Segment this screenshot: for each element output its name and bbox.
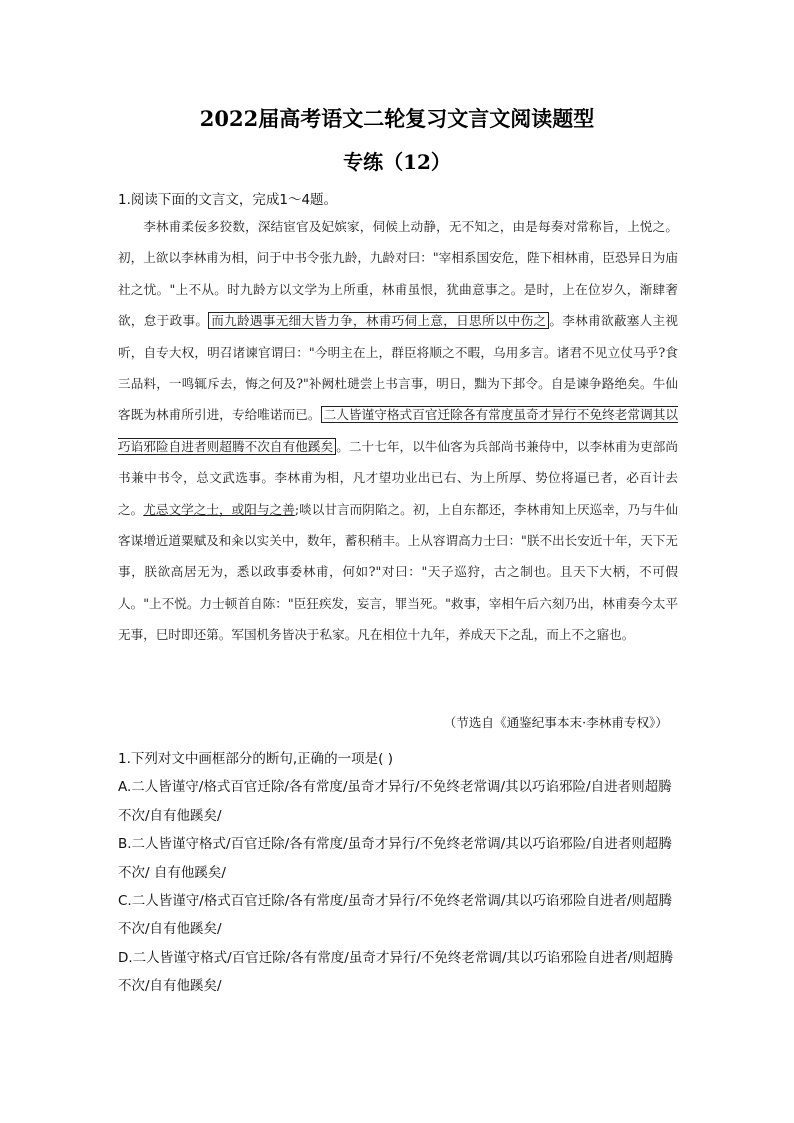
passage-text-2: 。李林甫欲蔽塞人主视听，自专大权，明召诸谏官谓曰："今明主在上，群臣将顺之不暇，乌用多言。诸君不见立仗马乎?食三品料，一鸣辄斥去，悔之何及?"补阙杜琎尝上书言事，明日，黜为下邽令。自是谏争路绝矣。牛仙客既为林甫所引进，专给唯诺而已。: [118, 313, 678, 423]
passage-source: （节选自《通鉴纪事本末·李林甫专权》）: [443, 715, 668, 730]
boxed-text-2: 二人皆谨守格式百官迁除各有常度虽奇才异行不免终老常调其以巧谄邪险自进者则超腾不次自有他蹊矣: [118, 407, 679, 454]
classical-passage: [118, 211, 678, 651]
document-subtitle: 专练（12）: [343, 150, 451, 174]
option-b: B.二人皆谨守格式/百官迁除/各有常度/虽奇才异行/不免终老常调/其以巧谄邪险/自进者则超腾不次/ 自有他蹊矣/: [118, 836, 672, 881]
boxed-text-1: 而九龄遇事无细大皆力争，林甫巧伺上意，日思所以中伤之: [208, 312, 549, 329]
exercise-intro: 1.阅读下面的文言文，完成1～4题。: [118, 192, 338, 208]
passage-text-1: 李林甫柔佞多狡数，深结宦官及妃嫔家，伺候上动静，无不知之，由是每奏对常称旨，上悦之。初，上欲以李林甫为相，问于中书令张九龄，九龄对曰："宰相系国安危，陛下相林甫，臣恐异日为庙社之忧。"上不从。时九龄方以文学为上所重，林甫虽恨，犹曲意事之。是时，上在位岁久，渐肆奢欲，怠于政事。: [118, 219, 678, 329]
option-c: C.二人皆谨守/格式百官迁除/各有常度/虽奇才异行/不免终老常调/其以巧谄邪险自进者/则超腾不次/自有他蹊矣/: [118, 893, 673, 938]
underlined-text: 尤忌文学之士，或阳与之善: [143, 501, 295, 517]
passage-text-4: ;啖以甘言而阴陷之。初，上自东都还，李林甫知上厌巡幸，乃与牛仙客谋增近道粟赋及和籴以实关中，数年，蓄积稍丰。上从容谓高力士曰："朕不出长安近十年，天下无事，朕欲高居无为，悉以政事委林甫，何如?"对曰："天子巡狩，古之制也。且天下大柄，不可假人。"上不悦。力士顿首自陈："臣狂疾发，妄言，罪当死。"救事，宰相午后六刻乃出，林甫奏今太平无事，巳时即还第。军国机务皆决于私家。凡在相位十九年，养成天下之乱，而上不之寤也。: [118, 501, 679, 643]
option-a: A.二人皆谨守/格式百官迁除/各有常度/虽奇才异行/不免终老常调/其以巧谄邪险/自进者则超腾不次/自有他蹊矣/: [118, 779, 672, 824]
passage-text-3: 。二十七年，以牛仙客为兵部尚书兼侍中，以李林甫为吏部尚书兼中书令，总文武选事。李林甫为相，凡才望功业出已右、为上所厚、势位将逼已者，必百计去之。: [118, 438, 679, 517]
passage-paragraph: [118, 211, 678, 651]
question-1: [118, 745, 678, 1001]
document-title: 2022届高考语文二轮复习文言文阅读题型: [199, 106, 595, 131]
option-d: D.二人皆谨守格式/百官迁除/各有常度/虽奇才异行/不免终老常调/其以巧谄邪险自进者/则超腾不次/自有他蹊矣/: [118, 949, 673, 995]
question-stem: 1.下列对文中画框部分的断句,正确的一项是( ): [118, 751, 393, 767]
